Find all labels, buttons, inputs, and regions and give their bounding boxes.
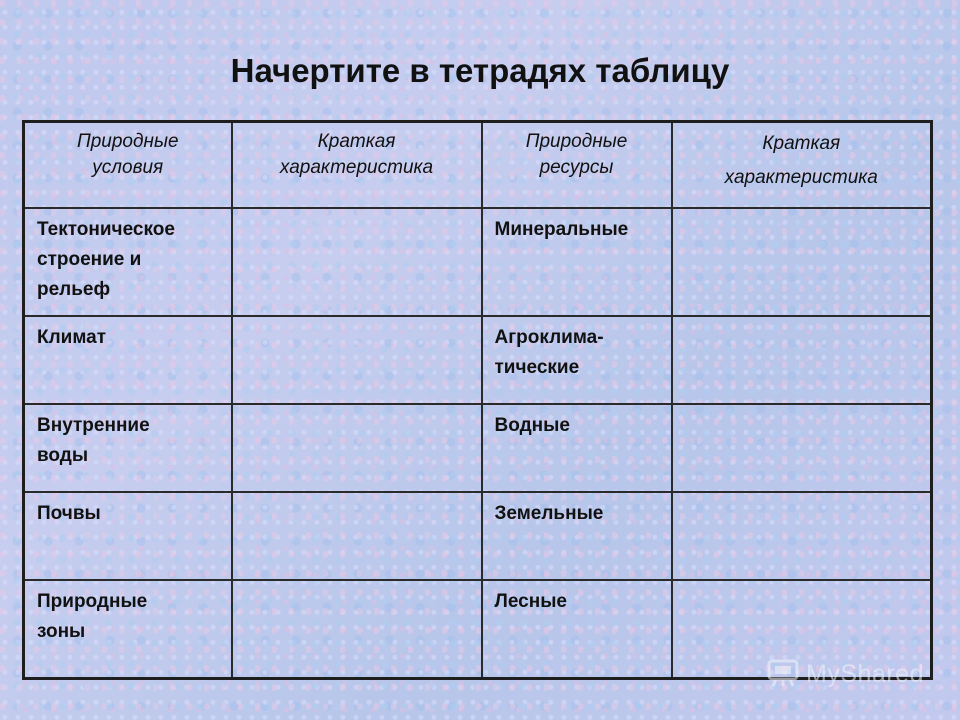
- table-cell: Лесные: [482, 580, 672, 679]
- header-natural-resources: Природные ресурсы: [482, 122, 672, 209]
- table-cell-empty: [232, 316, 482, 404]
- watermark: [766, 657, 924, 692]
- slide-title: Начертите в тетрадях таблицу: [230, 52, 730, 89]
- table-cell-empty: [232, 580, 482, 679]
- table-cell-empty: [232, 208, 482, 316]
- table-cell: Водные: [482, 404, 672, 492]
- notebook-table: [22, 120, 933, 680]
- header-natural-conditions: Природные условия: [24, 122, 232, 209]
- table-cell-empty: [672, 492, 932, 580]
- table-cell: Природные зоны: [24, 580, 232, 679]
- watermark-text: MyShared: [806, 660, 924, 688]
- table-row: [24, 316, 932, 404]
- table-cell-empty: [672, 404, 932, 492]
- header-brief-characteristic-1: Краткая характеристика: [232, 122, 482, 209]
- table-cell: Земельные: [482, 492, 672, 580]
- table-cell-empty: [672, 316, 932, 404]
- table-cell: Климат: [24, 316, 232, 404]
- table-cell-empty: [232, 492, 482, 580]
- table-cell-empty: [672, 208, 932, 316]
- table-row: [24, 208, 932, 316]
- table-row: [24, 404, 932, 492]
- table-cell: Почвы: [24, 492, 232, 580]
- myshared-logo-icon: [766, 657, 800, 692]
- table-header-row: [24, 122, 932, 209]
- table-cell: Тектоническое строение и рельеф: [24, 208, 232, 316]
- table-cell: Агроклима- тические: [482, 316, 672, 404]
- table-cell: Внутренние воды: [24, 404, 232, 492]
- table-row: [24, 492, 932, 580]
- table-cell-empty: [232, 404, 482, 492]
- table-cell: Минеральные: [482, 208, 672, 316]
- header-brief-characteristic-2: Краткая характеристика: [672, 122, 932, 209]
